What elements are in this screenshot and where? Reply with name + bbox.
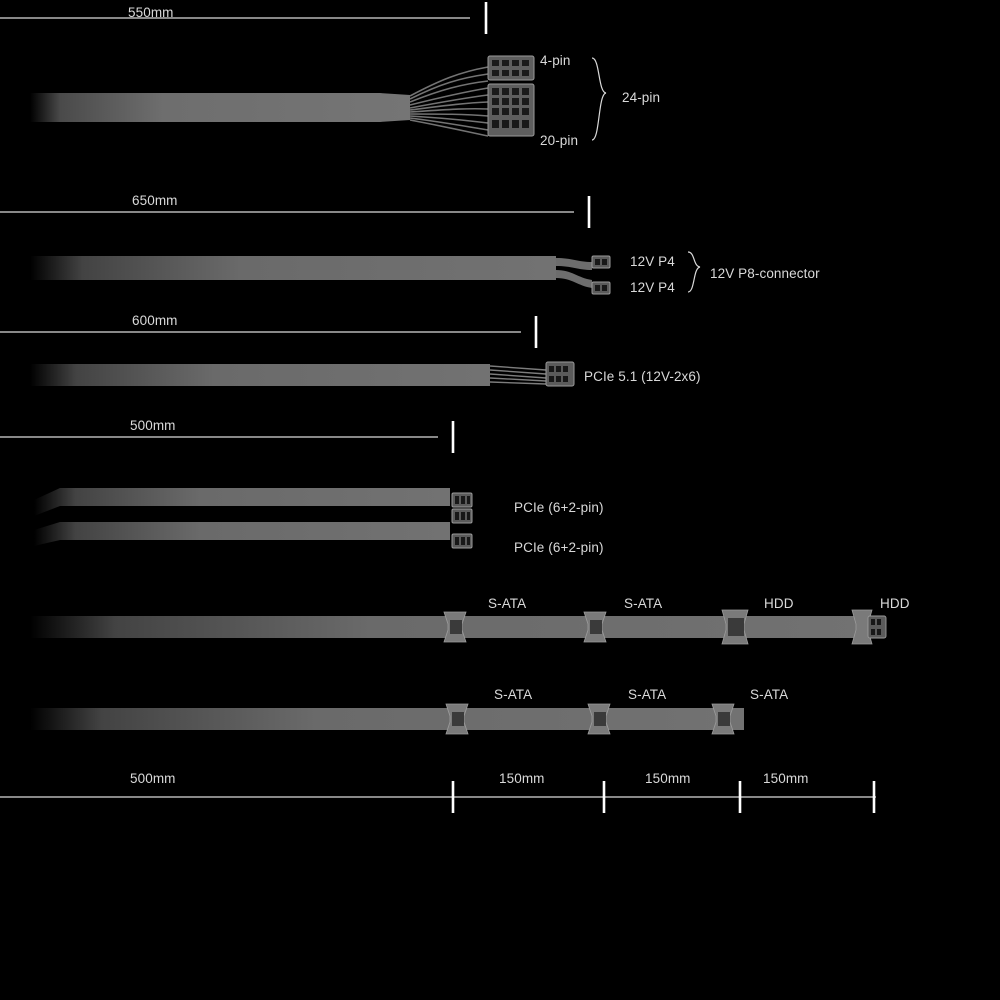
dimension-line-550 — [0, 2, 486, 34]
cable-pcie-6plus2 — [34, 488, 472, 548]
dimension-label-150-a: 150mm — [499, 771, 545, 786]
connector-label-12v-p4-upper: 12V P4 — [630, 254, 675, 269]
sata-connector-3 — [446, 704, 468, 734]
hdd-connector-1 — [722, 610, 748, 644]
dimension-line-500-top — [0, 418, 453, 453]
connector-label-sata-5: S-ATA — [750, 687, 789, 702]
cable-24-pin — [30, 53, 606, 140]
connector-label-24-pin: 24-pin — [622, 90, 661, 105]
connector-label-sata-4: S-ATA — [628, 687, 667, 702]
sata-connector-2 — [584, 612, 606, 642]
cable-sata-hdd-row1 — [30, 610, 886, 644]
sata-connector-5 — [712, 704, 734, 734]
connector-label-4-pin: 4-pin — [540, 53, 571, 68]
connector-label-pcie-62-b: PCIe (6+2-pin) — [514, 540, 604, 555]
cable-pcie-51 — [30, 362, 574, 386]
dimension-label-600: 600mm — [132, 313, 178, 328]
hdd-connector-2 — [852, 610, 886, 644]
connector-label-hdd-2: HDD — [880, 596, 910, 611]
connector-label-20-pin: 20-pin — [540, 133, 579, 148]
dimension-label-150-c: 150mm — [763, 771, 809, 786]
connector-label-sata-2: S-ATA — [624, 596, 663, 611]
dimension-label-500-top: 500mm — [130, 418, 176, 433]
dimension-label-550: 550mm — [128, 5, 174, 20]
dimension-label-650: 650mm — [132, 193, 178, 208]
connector-label-12v-p8: 12V P8-connector — [710, 266, 820, 281]
dimension-label-500-bottom: 500mm — [130, 771, 176, 786]
connector-label-hdd-1: HDD — [764, 596, 794, 611]
connector-label-12v-p4-lower: 12V P4 — [630, 280, 675, 295]
connector-label-sata-3: S-ATA — [494, 687, 533, 702]
sata-connector-1 — [444, 612, 466, 642]
cable-12v-p8 — [30, 252, 700, 294]
connector-label-pcie-62-a: PCIe (6+2-pin) — [514, 500, 604, 515]
cable-sata-row2 — [30, 704, 744, 734]
dimension-label-150-b: 150mm — [645, 771, 691, 786]
dimension-line-600 — [0, 313, 536, 348]
dimension-line-650 — [0, 193, 589, 228]
connector-label-sata-1: S-ATA — [488, 596, 527, 611]
sata-connector-4 — [588, 704, 610, 734]
connector-label-pcie-51: PCIe 5.1 (12V-2x6) — [584, 369, 701, 384]
